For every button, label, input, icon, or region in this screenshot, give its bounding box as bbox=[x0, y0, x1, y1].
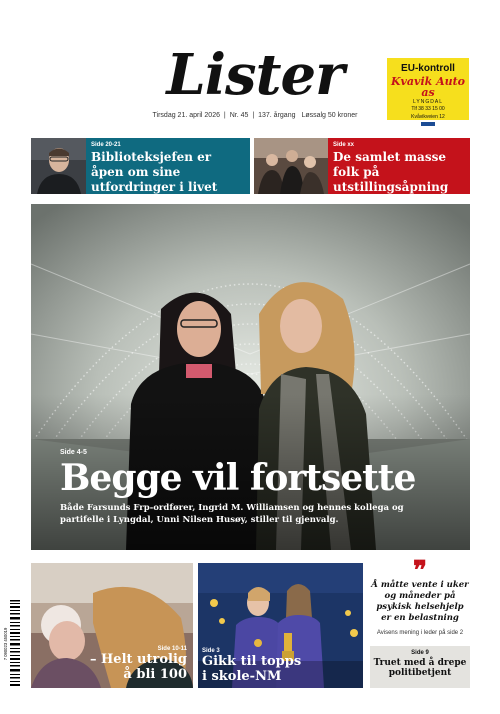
quote-note: Avisens mening i leder på side 2 bbox=[376, 630, 464, 636]
ad-brand: Kvavik Auto as bbox=[390, 75, 466, 99]
issue-meta: Tirsdag 21. april 2026 | Nr. 45 | 137. årgang Løssalg 50 kroner bbox=[152, 112, 358, 119]
teaser-library-text bbox=[86, 138, 250, 194]
story-title-line2: i skole-NM bbox=[202, 669, 282, 684]
main-lead: Både Farsunds Frp-ordfører, Ingrid M. Williamsen og hennes kollega og partifelle i Lyngdal, Unni Nilsen Husøy, stiller til gjenvalg. bbox=[60, 503, 404, 525]
issue-number: Nr. 45 bbox=[229, 112, 249, 119]
main-story-text bbox=[60, 449, 460, 526]
barcode-icon bbox=[4, 598, 20, 690]
newspaper-logo[interactable]: Lister bbox=[166, 42, 344, 108]
ad-phone: Tlf 38 33 15 00 bbox=[411, 106, 445, 112]
ad-location: LYNGDAL bbox=[413, 99, 443, 105]
exhibition-photo bbox=[254, 138, 328, 194]
main-story-side: Side 4-5 bbox=[60, 449, 87, 456]
teaser-exhibition[interactable] bbox=[254, 138, 470, 194]
teaser-side: Side xx bbox=[333, 142, 355, 148]
teaser-title: Biblioteksjefen er åpen om sine utfordringer i livet bbox=[91, 150, 218, 194]
story-side: Side 3 bbox=[202, 648, 220, 654]
story-skole-nm[interactable] bbox=[198, 563, 363, 688]
barcode-number: 7 090023 450019 bbox=[3, 627, 8, 661]
story-title: Truet med å drepe politibetjent bbox=[373, 658, 467, 678]
masthead bbox=[140, 40, 370, 120]
barcode bbox=[4, 598, 20, 690]
teaser-side: Side 20-21 bbox=[91, 142, 121, 148]
editorial-quote[interactable] bbox=[370, 556, 470, 636]
story-title-line1: Gikk til topps bbox=[202, 654, 302, 669]
teaser-title: De samlet masse folk på utstillingsåpning bbox=[333, 150, 449, 194]
story-100-caption bbox=[90, 646, 187, 682]
story-side: Side 9 bbox=[411, 650, 429, 656]
quote-text: Å måtte vente i uker og måneder på psykisk helsehjelp er en belastning bbox=[371, 580, 469, 623]
story-title-line1: – Helt utrolig bbox=[90, 652, 187, 667]
ad-address: Kvåvikveien 12 bbox=[411, 114, 445, 120]
ad-partner-logo bbox=[421, 122, 435, 126]
quote-mark-icon: ❞ bbox=[413, 556, 427, 586]
story-title-line2: å bli 100 bbox=[123, 667, 187, 682]
skole-nm-caption bbox=[202, 648, 301, 684]
story-side: Side 10-11 bbox=[157, 646, 187, 652]
story-threat[interactable] bbox=[370, 646, 470, 688]
issue-date: Tirsdag 21. april 2026 bbox=[152, 112, 220, 119]
ad-title: EU-kontroll bbox=[401, 63, 455, 74]
issue-price: Løssalg 50 kroner bbox=[301, 112, 358, 119]
issue-volume: 137. årgang bbox=[258, 112, 296, 119]
main-headline[interactable]: Begge vil fortsette bbox=[60, 457, 416, 499]
teaser-library-chief[interactable] bbox=[31, 138, 250, 194]
librarian-photo bbox=[31, 138, 86, 194]
eu-kontroll-ad[interactable] bbox=[387, 58, 469, 120]
teaser-exhibition-text bbox=[328, 138, 470, 194]
story-100-years[interactable] bbox=[31, 563, 193, 688]
